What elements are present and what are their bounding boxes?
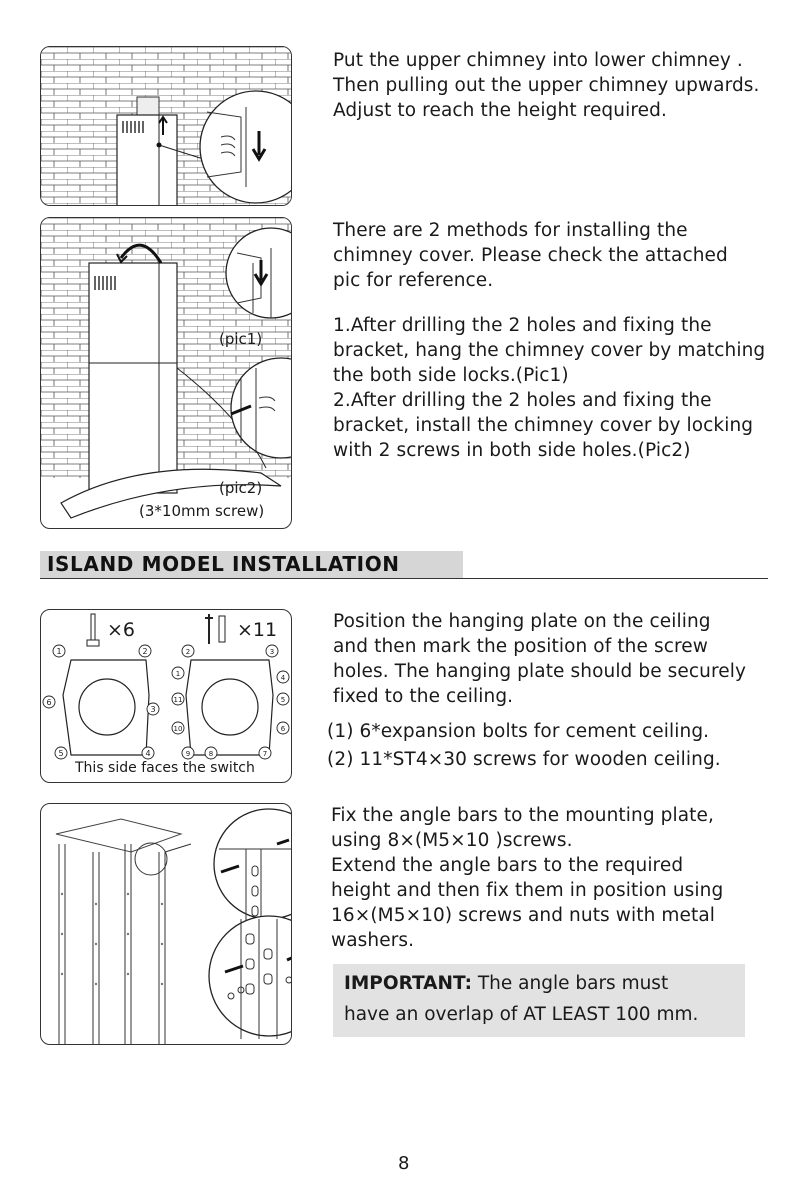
section3-list (327, 718, 721, 774)
plate-left-num: 1 (56, 647, 62, 656)
section4-line: Extend the angle bars to the required (331, 855, 684, 876)
plate-right-num: 9 (185, 750, 191, 758)
figure-chimney-cover (40, 217, 292, 529)
section1-text (333, 48, 760, 123)
section3-line: holes. The hanging plate should be securely (333, 661, 747, 682)
plate-left-num: 5 (58, 749, 64, 758)
pic2-label: (pic2) (219, 479, 263, 497)
section1-line: Then pulling out the upper chimney upwards. (333, 75, 760, 96)
screw-count-label: ×11 (237, 619, 278, 641)
section4-line: height and then fix them in position using (331, 880, 724, 901)
section4-line: washers. (331, 930, 415, 951)
section-heading: ISLAND MODEL INSTALLATION (47, 552, 400, 576)
plate-right-num: 8 (208, 750, 214, 758)
plate-right-num: 3 (269, 648, 275, 656)
section3-line: fixed to the ceiling. (333, 686, 514, 707)
section2-intro-line: There are 2 methods for installing the (333, 220, 688, 241)
upper-chimney-illustration (41, 47, 291, 205)
figure-hanging-plate (40, 609, 292, 783)
section4-line: Fix the angle bars to the mounting plate, (331, 805, 714, 826)
plate-left-num: 2 (142, 647, 148, 656)
screw-label: (3*10mm screw) (139, 502, 265, 520)
important-label: IMPORTANT: (344, 973, 472, 994)
section2-methods (333, 313, 765, 463)
section2-intro-line: pic for reference. (333, 270, 494, 291)
section3-text (333, 609, 746, 709)
section1-line: Put the upper chimney into lower chimney . (333, 50, 743, 71)
pic1-label: (pic1) (219, 330, 263, 348)
plate-left-num: 6 (46, 698, 52, 707)
section4-line: using 8×(M5×10 )screws. (331, 830, 573, 851)
method1-line: the both side locks.(Pic1) (333, 365, 569, 386)
plate-right-num: 6 (280, 725, 286, 733)
section4-line: 16×(M5×10) screws and nuts with metal (331, 905, 716, 926)
plate-right-num: 5 (280, 696, 286, 704)
plate-right-num: 2 (185, 648, 191, 656)
section2-intro (333, 218, 728, 293)
plate-right-num: 4 (280, 674, 286, 682)
page-number: 8 (398, 1153, 410, 1174)
method1-line: bracket, hang the chimney cover by matching (333, 340, 766, 361)
section3-list-item: (1) 6*expansion bolts for cement ceiling. (327, 721, 710, 742)
plate-left-num: 3 (150, 705, 156, 714)
bolt-count-label: ×6 (107, 619, 136, 641)
plate-right-num: 1 (175, 670, 181, 678)
plate-caption: This side faces the switch (75, 760, 255, 776)
section3-line: Position the hanging plate on the ceiling (333, 611, 711, 632)
section4-text (331, 803, 723, 953)
important-text: The angle bars must (471, 973, 669, 994)
important-text-line2: have an overlap of AT LEAST 100 mm. (344, 1004, 699, 1025)
plate-left-num: 4 (145, 749, 151, 758)
angle-bars-illustration (41, 804, 291, 1044)
section1-line: Adjust to reach the height required. (333, 100, 667, 121)
figure-angle-bars (40, 803, 292, 1045)
section2-intro-line: chimney cover. Please check the attached (333, 245, 728, 266)
method1-line: 1.After drilling the 2 holes and fixing the (333, 315, 712, 336)
important-note (333, 964, 745, 1037)
figure-upper-chimney (40, 46, 292, 206)
plate-right-num: 10 (173, 725, 183, 733)
method2-line: with 2 screws in both side holes.(Pic2) (333, 440, 691, 461)
section3-list-item: (2) 11*ST4×30 screws for wooden ceiling. (327, 749, 721, 770)
section-heading-rule (40, 578, 768, 579)
method2-line: bracket, install the chimney cover by locking (333, 415, 754, 436)
method2-line: 2.After drilling the 2 holes and fixing the (333, 390, 712, 411)
plate-right-num: 7 (262, 750, 268, 758)
section3-line: and then mark the position of the screw (333, 636, 708, 657)
plate-right-num: 11 (173, 696, 183, 704)
